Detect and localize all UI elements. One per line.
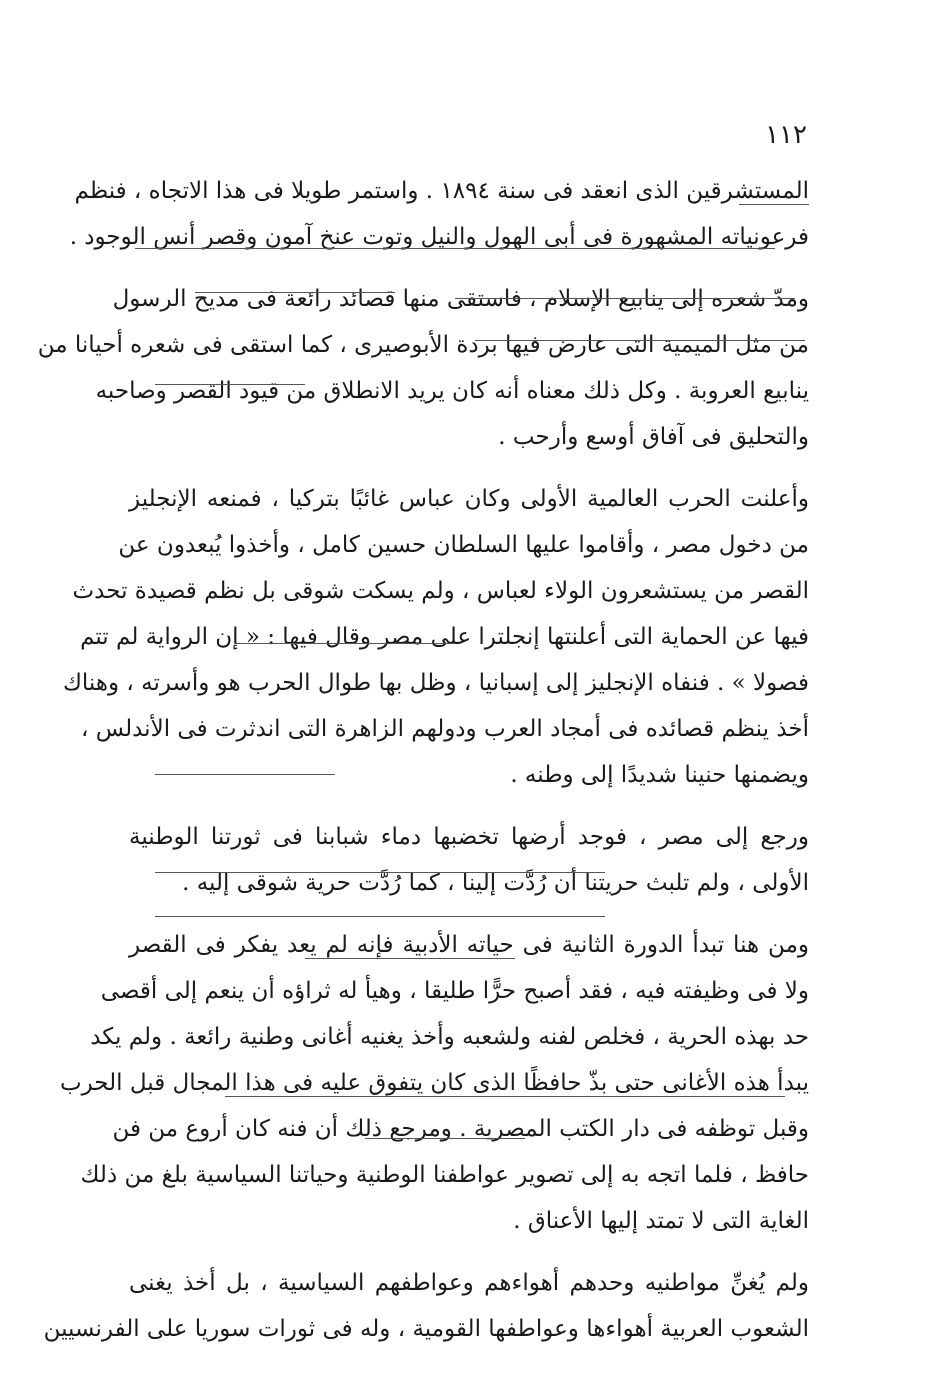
text-line: القصر من يستشعرون الولاء لعباس ، ولم يسكت شوقى بل نظم قصيدة تحدث <box>72 578 809 604</box>
text-line: ومن هنا تبدأ الدورة الثانية فى حياته الأدبية فإنه لم يعد يفكر فى القصر <box>129 932 809 958</box>
text-line: حد بهذه الحرية ، فخلص لفنه ولشعبه وأخذ يغنيه أغانى وطنية رائعة . ولم يكد <box>90 1024 809 1050</box>
text-line: ولم يُغنِّ مواطنيه وحدهم أهواءهم وعواطفهم السياسية ، بل أخذ يغنى <box>129 1270 809 1296</box>
pen-underline <box>155 384 305 385</box>
pen-underline <box>135 248 775 249</box>
text-line: فصولا » . فنفاه الإنجليز إلى إسبانيا ، وظل بها طوال الحرب هو وأسرته ، وهناك <box>62 670 809 696</box>
text-line: ولا فى وظيفته فيه ، فقد أصبح حرًّا طليقا ، وهيأ له ثراؤه أن ينعم إلى أقصى <box>100 978 809 1004</box>
paragraph-6 <box>43 1260 809 1352</box>
pen-underline <box>155 774 335 775</box>
pen-underline <box>455 298 795 299</box>
text-line: أخذ ينظم قصائده فى أمجاد العرب ودولهم الزاهرة التى اندثرت فى الأندلس ، <box>81 716 809 742</box>
paragraph-3 <box>62 476 809 798</box>
pen-underline <box>225 1096 785 1097</box>
pen-underline <box>155 916 605 917</box>
text-line: المستشرقين الذى انعقد فى سنة ١٨٩٤ . واستمر طويلا فى هذا الاتجاه ، فنظم <box>74 178 809 204</box>
pen-underline <box>475 340 805 341</box>
text-line: ورجع إلى مصر ، فوجد أرضها تخضبها دماء شبابنا فى ثورتنا الوطنية <box>129 824 809 850</box>
text-line: حافظ ، فلما اتجه به إلى تصوير عواطفنا الوطنية وحياتنا السياسية بلغ من ذلك <box>80 1162 809 1188</box>
pen-underline <box>739 204 809 205</box>
text-line: فيها عن الحماية التى أعلنتها إنجلترا على مصر وقال فيها : « إن الرواية لم تتم <box>80 624 809 650</box>
pen-underline <box>195 292 395 293</box>
body-text <box>37 168 809 1368</box>
paragraph-2 <box>37 276 809 460</box>
text-line: والتحليق فى آفاق أوسع وأرحب . <box>498 424 809 450</box>
text-line: ومدّ شعره إلى ينابيع الإسلام ، فاستقى منها قصائد رائعة فى مديح الرسول <box>112 286 809 312</box>
text-line: من مثل الميمية التى عارض فيها بردة الأبوصيرى ، كما استقى فى شعره أحيانا من <box>37 332 809 358</box>
paragraph-1 <box>69 168 809 260</box>
text-line: يبدأ هذه الأغانى حتى بذّ حافظًا الذى كان يتفوق عليه فى هذا المجال قبل الحرب <box>59 1070 809 1096</box>
page-number: ١١٢ <box>765 120 807 150</box>
pen-underline <box>305 958 515 959</box>
paragraph-4 <box>129 814 809 906</box>
text-line: وقبل توظفه فى دار الكتب المصرية . ومرجع ذلك أن فنه كان أروع من فن <box>112 1116 809 1142</box>
text-line: الغاية التى لا تمتد إليها الأعناق . <box>513 1208 809 1234</box>
pen-underline <box>235 643 455 644</box>
text-line: ينابيع العروبة . وكل ذلك معناه أنه كان يريد الانطلاق من قيود القصر وصاحبه <box>95 378 809 404</box>
text-line: من دخول مصر ، وأقاموا عليها السلطان حسين كامل ، وأخذوا يُبعدون عن <box>118 532 809 558</box>
pen-underline <box>155 872 605 873</box>
text-line: الأولى ، ولم تلبث حريتنا أن رُدَّت إلينا ، كما رُدَّت حرية شوقى إليه . <box>182 870 809 896</box>
pen-underline <box>365 1138 525 1139</box>
text-line: ويضمنها حنينا شديدًا إلى وطنه . <box>510 762 809 788</box>
paragraph-5 <box>59 922 809 1244</box>
text-line: وأعلنت الحرب العالمية الأولى وكان عباس غائبًا بتركيا ، فمنعه الإنجليز <box>129 486 809 512</box>
text-line: فرعونياته المشهورة فى أبى الهول والنيل وتوت عنخ آمون وقصر أنس الوجود . <box>69 224 809 250</box>
text-line: الشعوب العربية أهواءها وعواطفها القومية ، وله فى ثورات سوريا على الفرنسيين <box>43 1316 809 1342</box>
